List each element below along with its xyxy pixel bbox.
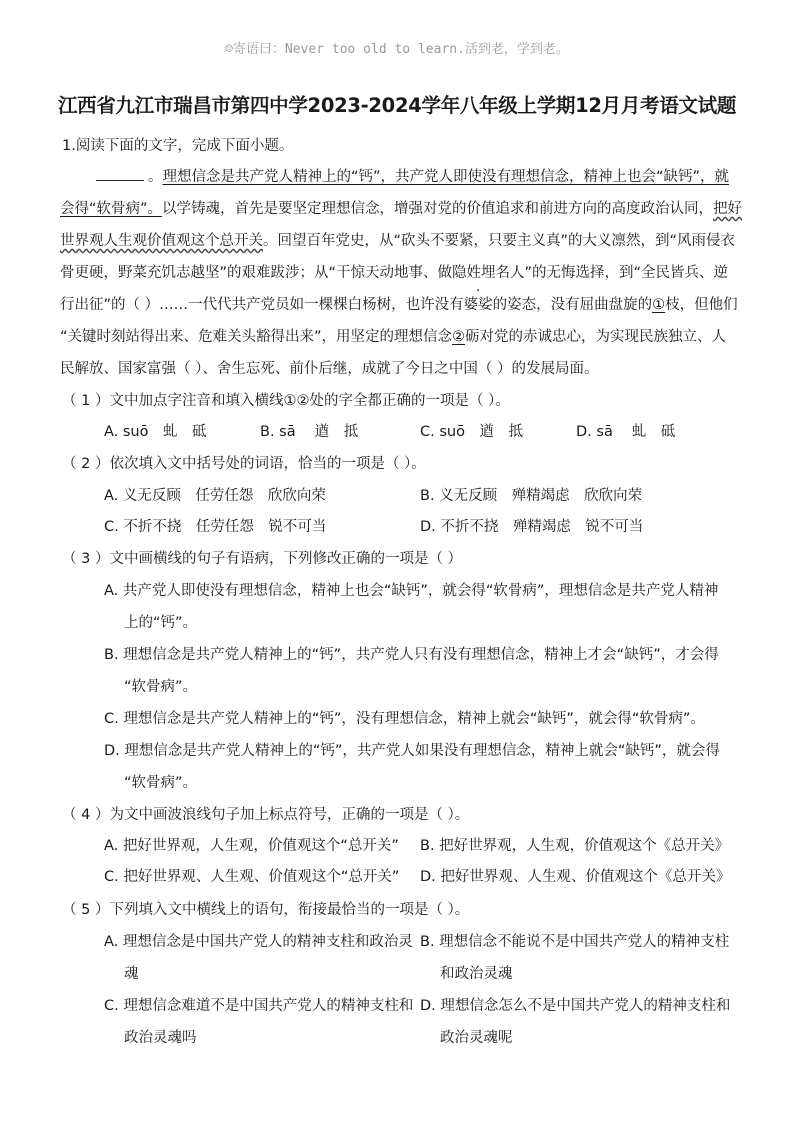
question-1-stem: （ 1 ）文中加点字注音和填入横线①②处的字全都正确的一项是（ ）。: [62, 393, 510, 409]
q2-option-b[interactable]: B. 义无反顾 殚精竭虑 欣欣向荣: [420, 488, 643, 504]
passage-text: 的姿态，没有屈曲盘旋的: [492, 297, 653, 313]
passage-text: 以学铸魂，首先是要坚定理想信念，增强对党的价值追求和前进方向的高度政治认同，: [162, 201, 714, 217]
blank-2: ②: [452, 329, 466, 345]
page-title: 江西省九江市瑞昌市第四中学2023-2024学年八年级上学期12月月考语文试题: [57, 94, 737, 117]
blank-1: ①: [652, 297, 666, 313]
passage-line-4: 骨更硬，野菜充饥志越坚”的艰难跋涉；从“干惊天动地事、做隐姓埋名人”的无悔选择，到“全民皆兵、逆: [60, 265, 729, 281]
passage-line-1: [96, 165, 729, 186]
q3-option-b-cont[interactable]: “软骨病”。: [124, 679, 198, 695]
q1-option-b[interactable]: B. sā 遒 抵: [260, 424, 359, 440]
q5-option-b[interactable]: B. 理想信念不能说不是中国共产党人的精神支柱: [420, 934, 730, 950]
q4-option-d[interactable]: D. 把好世界观、人生观、价值观这个《总开关》: [420, 869, 731, 885]
q4-option-c[interactable]: C. 把好世界观、人生观、价值观这个“总开关”: [104, 869, 400, 885]
q3-option-a-cont[interactable]: 上的“钙”。: [124, 615, 198, 631]
underlined-sentence: 理想信念是共产党人精神上的“钙”，共产党人即使没有理想信念，精神上也会“缺钙”，就: [162, 169, 730, 185]
passage-line-5: [60, 293, 738, 314]
q3-option-a[interactable]: A. 共产党人即使没有理想信念，精神上也会“缺钙”，就会得“软骨病”，理想信念是共产党人精神: [104, 583, 719, 599]
passage-period: 。: [148, 169, 163, 185]
q5-option-d-cont[interactable]: 政治灵魂呢: [440, 1030, 513, 1046]
q5-option-c-cont[interactable]: 政治灵魂吗: [124, 1030, 197, 1046]
passage-text: “关键时刻站得出来、危难关头豁得出来”，用坚定的理想信念: [60, 329, 453, 345]
q3-option-d[interactable]: D. 理想信念是共产党人精神上的“钙”，共产党人如果没有理想信念，精神上就会“缺钙”，就会得: [104, 743, 720, 759]
dotted-characters: 婆娑: [463, 297, 493, 313]
page-header-motto: ☺寄语曰：Never too old to learn.活到老，学到老。: [225, 42, 569, 57]
q3-option-b[interactable]: B. 理想信念是共产党人精神上的“钙”，共产党人只有没有理想信念，精神上才会“缺钙”，才会得: [104, 647, 719, 663]
question-3-stem: （ 3 ）文中画横线的句子有语病，下列修改正确的一项是（ ）: [62, 551, 463, 567]
q2-option-a[interactable]: A. 义无反顾 任劳任怨 欣欣向荣: [104, 488, 326, 504]
q1-option-d[interactable]: D. sā 虬 砥: [576, 424, 676, 440]
underlined-sentence-end: 会得“软骨病”。: [60, 201, 163, 217]
q1-option-a[interactable]: A. suō 虬 砥: [104, 424, 207, 440]
passage-line-3: [60, 229, 735, 250]
passage-line-2: [60, 197, 742, 218]
q4-option-b[interactable]: B. 把好世界观，人生观，价值观这个《总开关》: [420, 838, 730, 854]
question-2-stem: （ 2 ）依次填入文中括号处的词语，恰当的一项是（ ）。: [62, 456, 426, 472]
q3-option-c[interactable]: C. 理想信念是共产党人精神上的“钙”，没有理想信念，精神上就会“缺钙”，就会得“软骨病”。: [104, 711, 705, 727]
question-5-stem: （ 5 ）下列填入文中横线上的语句，衔接最恰当的一项是（ ）。: [62, 902, 470, 918]
passage-line-6: [60, 325, 726, 346]
question-4-stem: （ 4 ）为文中画波浪线句子加上标点符号，正确的一项是（ ）。: [62, 807, 470, 823]
passage-text: 行出征”的（ ）……一代代共产党员如一棵棵白杨树，也许没有: [60, 297, 464, 313]
question-intro: 1.阅读下面的文字，完成下面小题。: [62, 138, 294, 154]
fill-blank: [96, 166, 144, 181]
passage-text: 砺对党的赤诚忠心，为实现民族独立、人: [465, 329, 727, 345]
passage-line-7: 民解放、国家富强（ ）、舍生忘死、前仆后继，成就了今日之中国（ ）的发展局面。: [60, 361, 599, 377]
q4-option-a[interactable]: A. 把好世界观，人生观，价值观这个“总开关”: [104, 838, 399, 854]
q5-option-a[interactable]: A. 理想信念是中国共产党人的精神支柱和政治灵: [104, 934, 413, 950]
passage-text: 。回望百年党史，从“砍头不要紧，只要主义真”的大义凛然，到“风雨侵衣: [263, 233, 736, 249]
q1-option-c[interactable]: C. suō 遒 抵: [420, 424, 523, 440]
passage-text: 枝，但他们: [665, 297, 738, 313]
q2-option-c[interactable]: C. 不折不挠 任劳任怨 锐不可当: [104, 519, 327, 535]
q5-option-b-cont[interactable]: 和政治灵魂: [440, 966, 513, 982]
q5-option-a-cont[interactable]: 魂: [124, 966, 139, 982]
q2-option-d[interactable]: D. 不折不挠 殚精竭虑 锐不可当: [420, 519, 644, 535]
wavy-sentence-end: 世界观人生观价值观这个总开关: [60, 233, 263, 249]
q5-option-c[interactable]: C. 理想信念难道不是中国共产党人的精神支柱和: [104, 998, 414, 1014]
q5-option-d[interactable]: D. 理想信念怎么不是中国共产党人的精神支柱和: [420, 998, 731, 1014]
q3-option-d-cont[interactable]: “软骨病”。: [124, 775, 198, 791]
wavy-sentence: 把好: [713, 201, 743, 217]
